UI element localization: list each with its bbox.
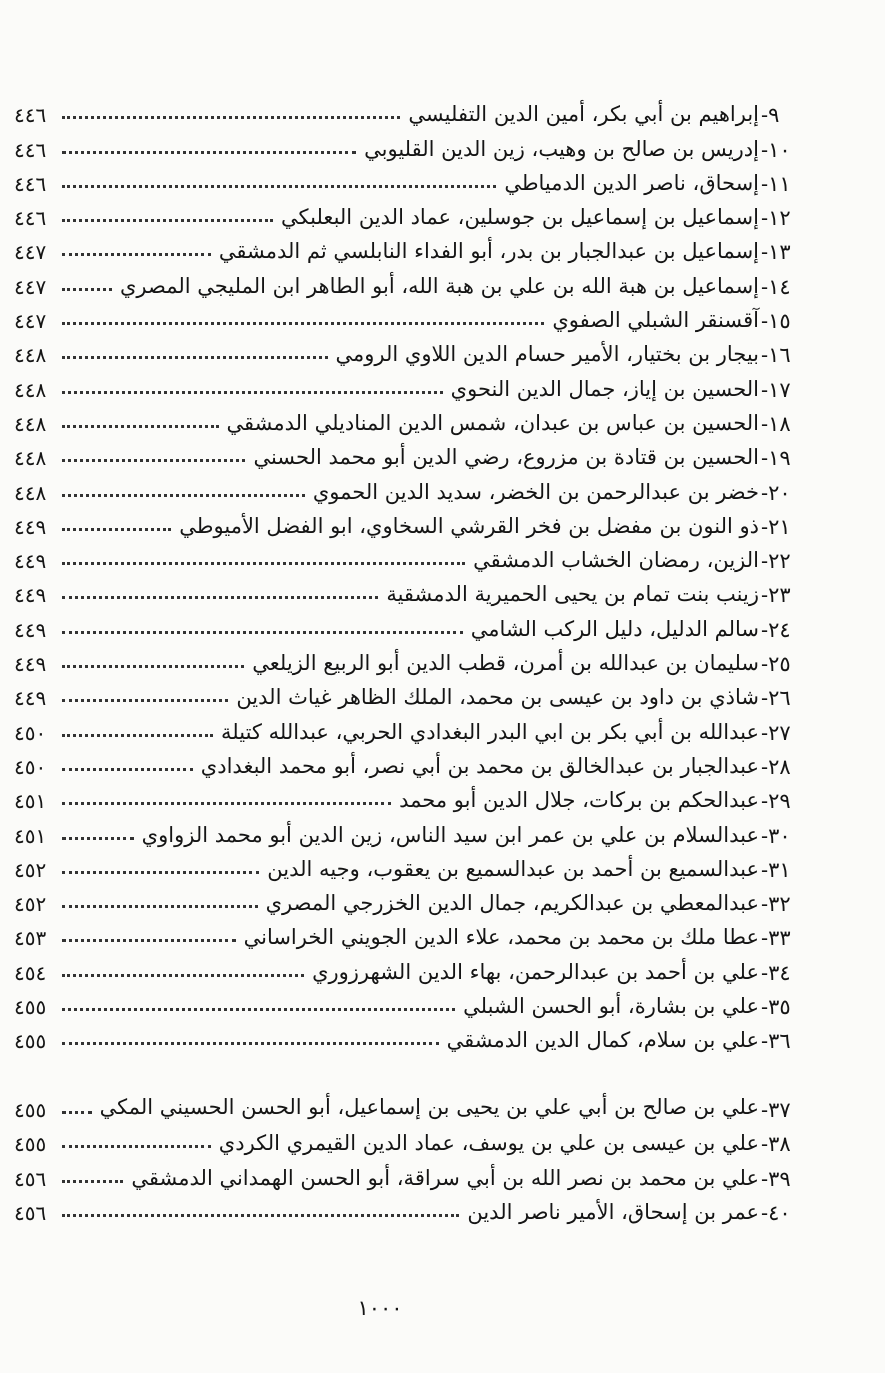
toc-entry — [14, 405, 791, 439]
toc-entry-title: عبدالجبار بن عبدالخالق بن محمد بن أبي نصر، أبو محمد البغدادي — [200, 753, 759, 778]
toc-list — [14, 96, 791, 1228]
toc-page-number: ٤٥٥ — [14, 1132, 47, 1157]
toc-entry — [14, 199, 791, 233]
toc-entry — [14, 508, 791, 542]
toc-entry — [14, 851, 791, 885]
dot-leader — [62, 939, 235, 942]
toc-page-number: ٤٥٠ — [14, 754, 47, 779]
toc-entry-title: علي بن أحمد بن عبدالرحمن، بهاء الدين الشهرزوري — [312, 959, 759, 984]
toc-entry-number: -٢٩ — [761, 789, 791, 814]
toc-entry-number: -٢٨ — [761, 754, 791, 779]
toc-page-number: ٤٥٥ — [14, 995, 47, 1020]
toc-entry-title: إدريس بن صالح بن وهيب، زين الدين القليوبي — [364, 136, 759, 161]
toc-page-number: ٤٥٢ — [14, 857, 47, 882]
toc-entry-number: -٢٤ — [761, 617, 791, 642]
dot-leader — [62, 356, 327, 359]
dot-leader — [62, 1214, 459, 1217]
toc-entry-title: الحسين بن إياز، جمال الدين النحوي — [450, 376, 759, 401]
toc-entry-number: -٣٢ — [761, 892, 791, 917]
toc-entry-number: -٣١ — [761, 857, 791, 882]
toc-entry-title: عبدالمعطي بن عبدالكريم، جمال الدين الخزرجي المصري — [265, 891, 759, 916]
toc-entry-title: الزين، رمضان الخشاب الدمشقي — [473, 548, 759, 573]
dot-leader — [62, 905, 257, 908]
dot-leader — [62, 1042, 438, 1045]
toc-entry-number: -٢١ — [761, 514, 791, 539]
toc-entry — [14, 885, 791, 919]
toc-page-number: ٤٤٨ — [14, 343, 47, 368]
toc-entry — [14, 336, 791, 370]
toc-entry-number: -٣٥ — [761, 995, 791, 1020]
dot-leader — [62, 1111, 91, 1114]
toc-entry-number: -٢٠ — [761, 480, 791, 505]
dot-leader — [62, 596, 378, 599]
dot-leader — [62, 1180, 123, 1183]
toc-entry-number: -١٩ — [761, 446, 791, 471]
toc-entry — [14, 542, 791, 576]
toc-entry-title: إسحاق، ناصر الدين الدمياطي — [504, 170, 759, 195]
toc-entry — [14, 96, 780, 130]
dot-leader — [62, 974, 304, 977]
toc-entry — [14, 1125, 791, 1159]
toc-page-number: ٤٤٨ — [14, 446, 47, 471]
toc-entry-title: آقسنقر الشبلي الصفوي — [552, 308, 759, 333]
toc-page-number: ٤٥١ — [14, 789, 47, 814]
dot-leader — [62, 116, 400, 119]
toc-entry — [14, 576, 791, 610]
toc-entry-title: علي بن محمد بن نصر الله بن أبي سراقة، أبو الحسن الهمداني الدمشقي — [131, 1165, 759, 1190]
toc-entry-number: -٣٦ — [761, 1029, 791, 1054]
toc-entry-number: -١٧ — [761, 377, 791, 402]
toc-entry-title: إبراهيم بن أبي بكر، أمين الدين التفليسي — [408, 102, 759, 127]
toc-entry-title: ذو النون بن مفضل بن فخر القرشي السخاوي، ابو الفضل الأميوطي — [179, 513, 759, 538]
dot-leader — [62, 494, 305, 497]
toc-entry-title: عبدالحكم بن بركات، جلال الدين أبو محمد — [399, 788, 759, 813]
toc-entry-number: -١٥ — [761, 309, 791, 334]
toc-page-number: ٤٤٦ — [14, 171, 47, 196]
toc-entry — [14, 953, 791, 987]
toc-page-number: ٤٥٦ — [14, 1200, 47, 1225]
dot-leader — [62, 562, 465, 565]
toc-entry-number: -٣٨ — [761, 1132, 791, 1157]
toc-entry — [14, 782, 791, 816]
toc-page-number: ٤٥٥ — [14, 1097, 47, 1122]
toc-entry-title: زينب بنت تمام بن يحيى الحميرية الدمشقية — [386, 582, 759, 607]
dot-leader — [62, 699, 228, 702]
toc-entry — [14, 370, 791, 404]
toc-entry-number: -٢٧ — [761, 720, 791, 745]
dot-leader — [62, 151, 356, 154]
toc-entry-title: سالم الدليل، دليل الركب الشامي — [470, 616, 759, 641]
dot-leader — [62, 802, 391, 805]
toc-entry — [14, 679, 791, 713]
dot-leader — [62, 768, 193, 771]
toc-page-number: ٤٤٦ — [14, 137, 47, 162]
toc-entry — [14, 165, 791, 199]
toc-entry-title: خضر بن عبدالرحمن بن الخضر، سديد الدين الحموي — [312, 479, 759, 504]
toc-entry-number: -٤٠ — [761, 1200, 791, 1225]
toc-entry — [14, 1056, 791, 1125]
toc-page-number: ٤٥٣ — [14, 926, 47, 951]
dot-leader — [62, 1008, 455, 1011]
toc-entry-number: -٣٩ — [761, 1166, 791, 1191]
dot-leader — [62, 631, 462, 634]
toc-page-number: ٤٤٩ — [14, 514, 47, 539]
toc-entry-number: -١٢ — [761, 206, 791, 231]
toc-entry-number: -١٨ — [761, 411, 791, 436]
toc-entry — [14, 1159, 791, 1193]
toc-entry — [14, 473, 791, 507]
toc-entry — [14, 919, 791, 953]
toc-page-number: ٤٥٥ — [14, 1029, 47, 1054]
toc-entry-number: -٢٥ — [761, 652, 791, 677]
toc-entry-number: -٣٤ — [761, 960, 791, 985]
toc-entry-number: -١١ — [761, 171, 791, 196]
toc-entry-title: إسماعيل بن إسماعيل بن جوسلين، عماد الدين البعلبكي — [281, 205, 759, 230]
toc-entry-number: -٣٣ — [761, 926, 791, 951]
toc-page-number: ٤٤٩ — [14, 686, 47, 711]
toc-entry-title: شاذي بن داود بن عيسى بن محمد، الملك الظاهر غياث الدين — [236, 685, 759, 710]
toc-entry — [14, 1022, 791, 1056]
toc-page-number: ٤٤٧ — [14, 240, 47, 265]
toc-entry — [14, 302, 791, 336]
toc-entry-number: -١٤ — [761, 274, 791, 299]
page-number: ١٠٠٠ — [357, 1296, 403, 1320]
toc-entry-title: عبدالله بن أبي بكر بن ابي البدر البغدادي الحربي، عبدالله كتيلة — [221, 719, 759, 744]
toc-page-number: ٤٤٧ — [14, 309, 47, 334]
toc-entry-title: عبدالسلام بن علي بن عمر ابن سيد الناس، زين الدين أبو محمد الزواوي — [141, 822, 759, 847]
toc-entry-title: عبدالسميع بن أحمد بن عبدالسميع بن يعقوب، وجيه الدين — [267, 856, 759, 881]
toc-entry-title: علي بن عيسى بن علي بن يوسف، عماد الدين القيمري الكردي — [218, 1131, 759, 1156]
toc-entry-number: -١٠ — [761, 137, 791, 162]
toc-page-number: ٤٤٩ — [14, 617, 47, 642]
toc-page-number: ٤٤٩ — [14, 652, 47, 677]
dot-leader — [62, 734, 213, 737]
dot-leader — [62, 425, 218, 428]
toc-page-number: ٤٥٤ — [14, 960, 47, 985]
toc-entry-number: -٢٣ — [761, 583, 791, 608]
dot-leader — [62, 1145, 211, 1148]
toc-entry-number: -١٣ — [761, 240, 791, 265]
toc-page-number: ٤٤٩ — [14, 549, 47, 574]
toc-entry — [14, 233, 791, 267]
dot-leader — [62, 322, 544, 325]
toc-entry-title: سليمان بن عبدالله بن أمرن، قطب الدين أبو الربيع الزيلعي — [252, 651, 759, 676]
dot-leader — [62, 459, 245, 462]
toc-entry-number: -٣٠ — [761, 823, 791, 848]
toc-entry — [14, 610, 791, 644]
toc-entry — [14, 748, 791, 782]
toc-entry — [14, 267, 791, 301]
dot-leader — [62, 837, 133, 840]
toc-page-number: ٤٤٨ — [14, 480, 47, 505]
toc-entry-title: علي بن صالح بن أبي علي بن يحيى بن إسماعيل، أبو الحسن الحسيني المكي — [99, 1094, 759, 1119]
toc-entry — [14, 439, 791, 473]
toc-entry-title: الحسين بن قتادة بن مزروع، رضي الدين أبو محمد الحسني — [253, 445, 759, 470]
toc-entry — [14, 816, 791, 850]
toc-page-number: ٤٤٧ — [14, 274, 47, 299]
toc-entry-title: علي بن سلام، كمال الدين الدمشقي — [446, 1028, 759, 1053]
dot-leader — [62, 391, 442, 394]
dot-leader — [62, 871, 259, 874]
toc-page-number: ٤٥٠ — [14, 720, 47, 745]
toc-entry-title: الحسين بن عباس بن عبدان، شمس الدين المناديلي الدمشقي — [226, 410, 759, 435]
toc-page-number: ٤٤٨ — [14, 377, 47, 402]
dot-leader — [62, 528, 171, 531]
dot-leader — [62, 185, 496, 188]
toc-entry-title: عمر بن إسحاق، الأمير ناصر الدين — [467, 1199, 759, 1224]
toc-page-number: ٤٤٩ — [14, 583, 47, 608]
toc-entry-title: عطا ملك بن محمد بن محمد، علاء الدين الجويني الخراساني — [243, 925, 759, 950]
toc-page-number: ٤٥٦ — [14, 1166, 47, 1191]
dot-leader — [62, 219, 273, 222]
toc-page-number: ٤٤٦ — [14, 103, 47, 128]
toc-page-number: ٤٥١ — [14, 823, 47, 848]
dot-leader — [62, 253, 211, 256]
toc-entry — [14, 713, 791, 747]
toc-page-number: ٤٤٨ — [14, 411, 47, 436]
toc-entry-title: بيجار بن بختيار، الأمير حسام الدين اللاوي الرومي — [335, 342, 759, 367]
dot-leader — [62, 288, 112, 291]
toc-entry-number: -٢٦ — [761, 686, 791, 711]
toc-entry-number: -٩ — [761, 103, 780, 128]
toc-entry — [14, 1194, 791, 1228]
toc-entry-number: -٢٢ — [761, 549, 791, 574]
toc-entry-title: إسماعيل بن عبدالجبار بن بدر، أبو الفداء النابلسي ثم الدمشقي — [218, 239, 759, 264]
toc-page-number: ٤٤٦ — [14, 206, 47, 231]
toc-entry — [14, 645, 791, 679]
toc-entry — [14, 988, 791, 1022]
toc-entry-number: -١٦ — [761, 343, 791, 368]
toc-entry-title: علي بن بشارة، أبو الحسن الشبلي — [463, 994, 759, 1019]
toc-entry-number: -٣٧ — [761, 1097, 791, 1122]
toc-page-number: ٤٥٢ — [14, 892, 47, 917]
toc-entry-title: إسماعيل بن هبة الله بن علي بن هبة الله، أبو الطاهر ابن المليجي المصري — [119, 273, 759, 298]
dot-leader — [62, 665, 244, 668]
toc-entry — [14, 130, 791, 164]
